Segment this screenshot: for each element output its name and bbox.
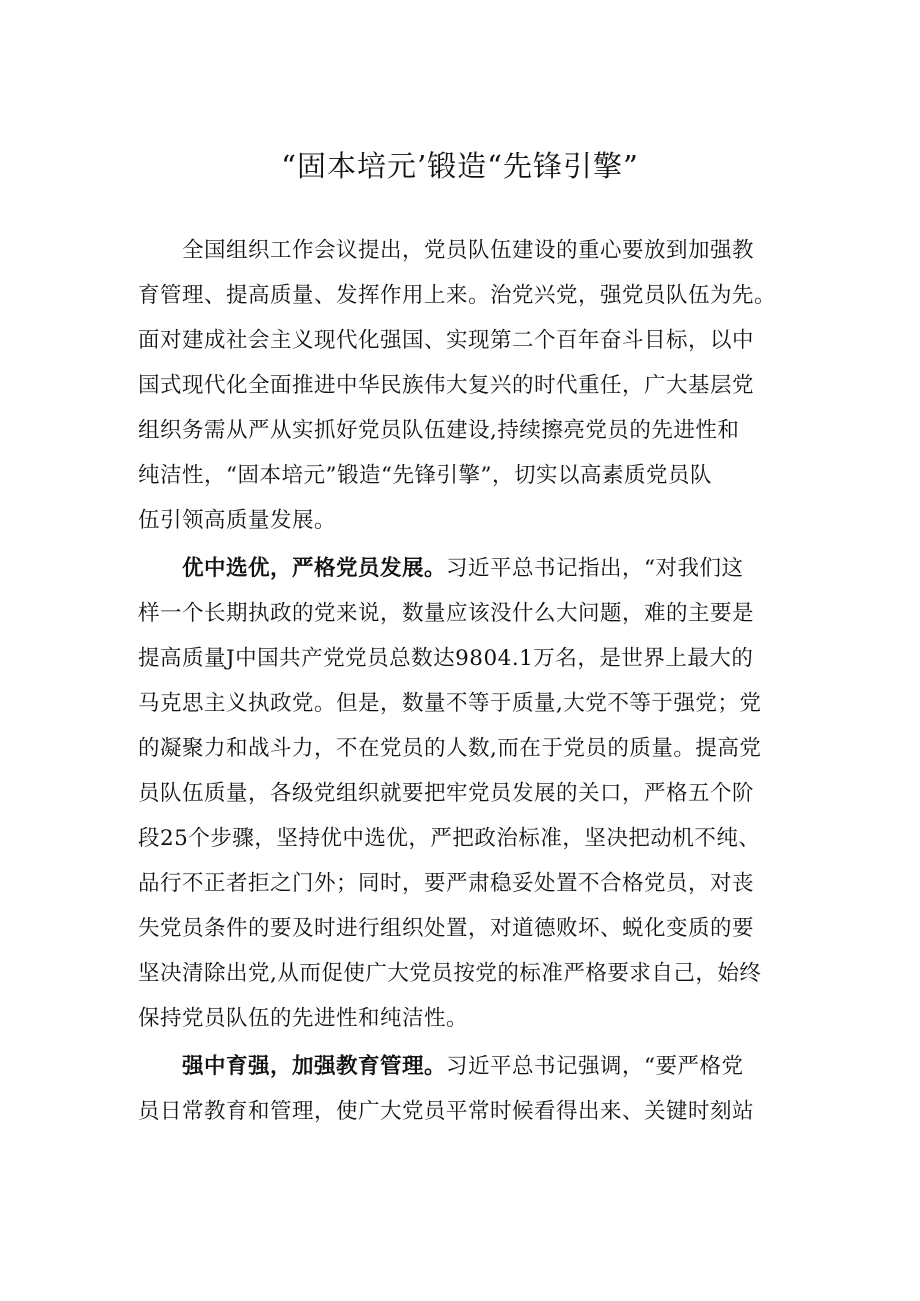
text-line: 育管理、提高质量、发挥作用上来。治党兴党，强党员队伍为先。: [138, 283, 777, 308]
text-line: [138, 546, 818, 591]
paragraph-education-management: [138, 1044, 818, 1134]
text-line: 员日常教育和管理，使广大党员平常时候看得出来、关键时刻站: [138, 1099, 755, 1124]
paragraph-member-development: [138, 546, 818, 1041]
document-title: “固本培元’锻造“先锋引擎”: [281, 149, 639, 183]
text-line: 组织务需从严从实抓好党员队伍建设,持续擦亮党员的先进性和: [138, 418, 740, 443]
section-heading: 强中育强，加强教育管理。: [182, 1054, 447, 1079]
text-run: 习近平总书记指出，“对我们这: [446, 556, 744, 581]
text-line: 面对建成社会主义现代化强国、实现第二个百年奋斗目标，以中: [138, 328, 755, 353]
text-line: 段25个步骤，坚持优中选优，严把政治标准，坚决把动机不纯、: [138, 826, 761, 851]
text-line: 伍引领高质量发展。: [138, 508, 337, 533]
paragraph-intro: [138, 228, 818, 543]
text-line: 保持党员队伍的先进性和纯洁性。: [138, 1006, 469, 1031]
text-line: 失党员条件的要及时进行组织处置，对道德败坏、蜕化变质的要: [138, 916, 755, 941]
document-body: [138, 228, 818, 1134]
text-line: 国式现代化全面推进中华民族伟大复兴的时代重任，广大基层党: [138, 373, 755, 398]
text-line: 纯洁性，“固本培元”锻造“先锋引擎”，切实以高素质党员队: [138, 463, 712, 488]
text-run: 习近平总书记强调，“要严格党: [446, 1054, 744, 1079]
text-line: 马克思主义执政党。但是，数量不等于质量,大党不等于强党；党: [138, 691, 762, 716]
text-line: 提高质量J中国共产党党员总数达9804.1万名，是世界上最大的: [138, 646, 754, 671]
text-line: 品行不正者拒之门外；同时，要严肃稳妥处置不合格党员，对丧: [138, 871, 755, 896]
text-line: 全国组织工作会议提出，党员队伍建设的重心要放到加强教: [182, 238, 755, 263]
text-line: 坚决清除出党,从而促使广大党员按党的标准严格要求自己，始终: [138, 961, 762, 986]
text-line: 的凝聚力和战斗力，不在党员的人数,而在于党员的质量。提高党: [138, 736, 762, 761]
text-line: [138, 1044, 818, 1089]
section-heading: 优中选优，严格党员发展。: [182, 556, 447, 581]
text-line: 员队伍质量，各级党组织就要把牢党员发展的关口，严格五个阶: [138, 781, 755, 806]
text-line: 样一个长期执政的党来说，数量应该没什么大问题，难的主要是: [138, 601, 755, 626]
